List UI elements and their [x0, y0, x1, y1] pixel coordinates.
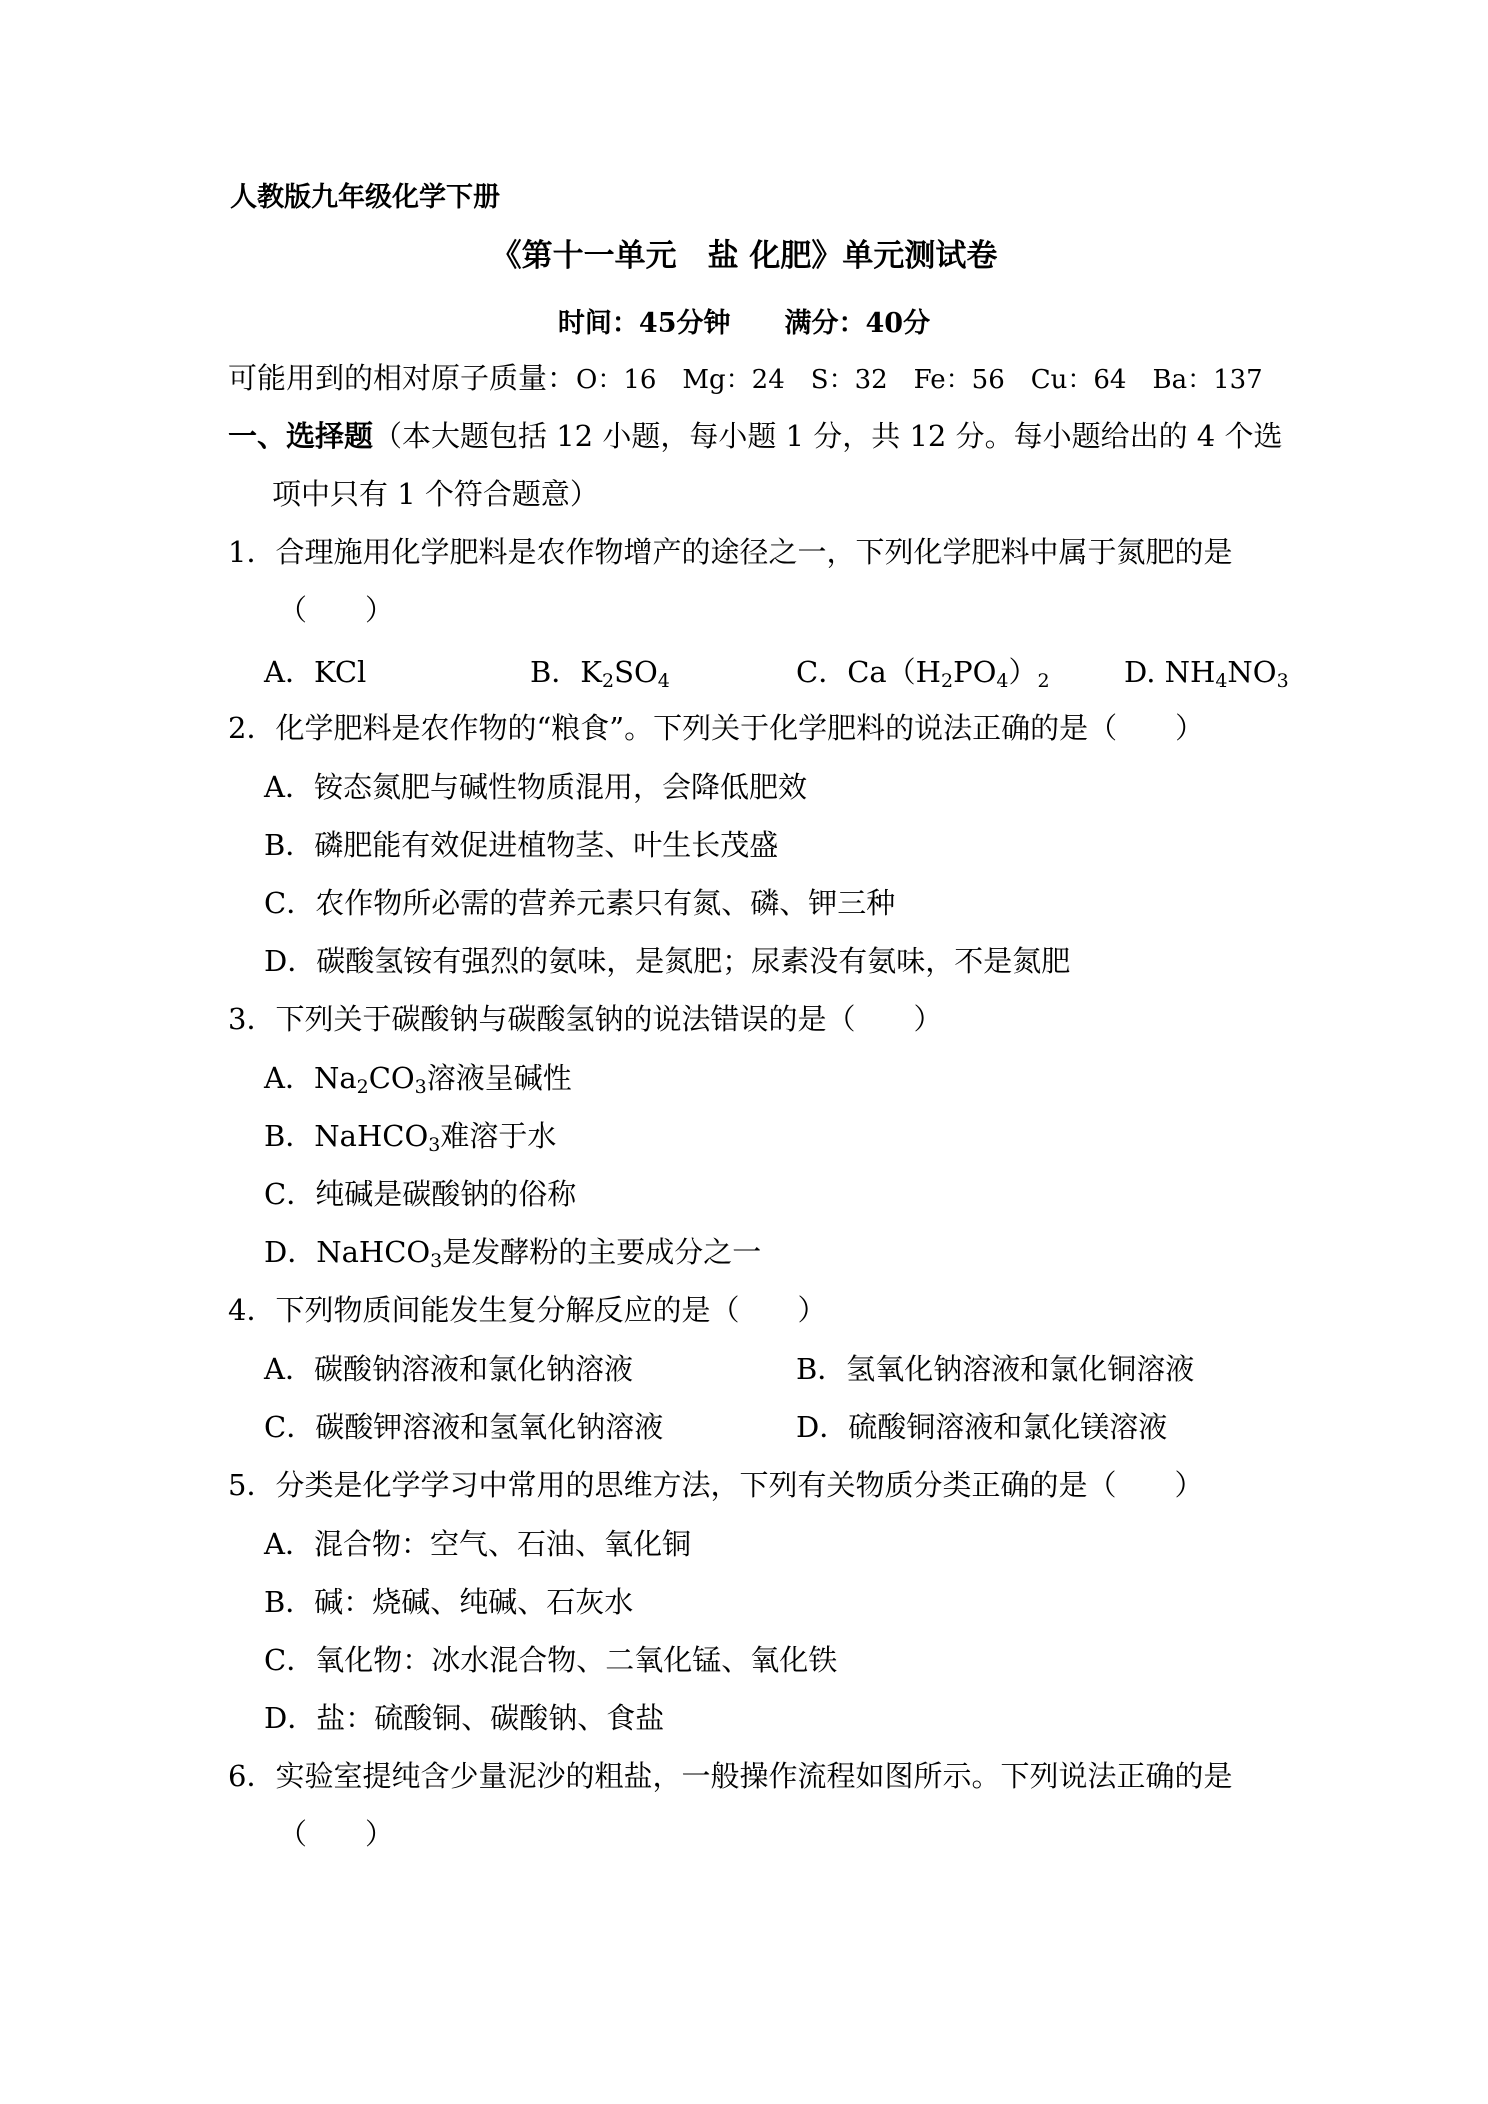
q5-option-a: A．混合物：空气、石油、氧化铜	[264, 1527, 691, 1561]
section-instructions: （本大题包括 12 小题，每小题 1 分，共 12 分。每小题给出的 4 个选	[373, 419, 1283, 453]
q1-option-d: D. $NH_4NO_3$	[1124, 655, 1289, 692]
q4-stem: 4．下列物质间能发生复分解反应的是（ ）	[228, 1293, 827, 1327]
q3-option-d: D．NaHCO$_3$是发酵粉的主要成分之一	[264, 1235, 762, 1272]
atomic-masses	[228, 358, 1263, 400]
q4-option-b: B．氢氧化钠溶液和氯化铜溶液	[796, 1352, 1195, 1386]
q1-option-a: A．KCl	[264, 655, 367, 689]
q1-stem: 1．合理施用化学肥料是农作物增产的途径之一，下列化学肥料中属于氮肥的是	[228, 535, 1233, 569]
q2-option-d: D．碳酸氢铵有强烈的氨味，是氮肥；尿素没有氨味，不是氮肥	[264, 944, 1071, 978]
q3-option-a: A．$Na_2CO_3$溶液呈碱性	[264, 1061, 572, 1098]
section-instructions-cont: 项中只有 1 个符合题意）	[272, 477, 599, 511]
q2-option-b: B．磷肥能有效促进植物茎、叶生长茂盛	[264, 828, 779, 862]
q3-stem: 3．下列关于碳酸钠与碳酸氢钠的说法错误的是（ ）	[228, 1002, 943, 1036]
atomic-masses-values: O：16 Mg：24 S：32 Fe：56 Cu：64 Ba：137	[576, 365, 1263, 395]
q2-option-c: C．农作物所必需的营养元素只有氮、磷、钾三种	[264, 886, 896, 920]
atomic-masses-label: 可能用到的相对原子质量：	[228, 361, 577, 395]
q5-option-b: B．碱：烧碱、纯碱、石灰水	[264, 1585, 634, 1619]
q6-stem-paren: （ ）	[278, 1817, 395, 1851]
q4-option-d: D．硫酸铜溶液和氯化镁溶液	[796, 1410, 1168, 1444]
page-title: 《第十一单元 盐 化肥》单元测试卷	[490, 238, 998, 274]
section-heading	[228, 416, 1282, 456]
q3-option-b: B．NaHCO$_3$难溶于水	[264, 1119, 557, 1156]
q2-stem: 2．化学肥料是农作物的“粮食”。下列关于化学肥料的说法正确的是（ ）	[228, 711, 1205, 745]
q1-stem-paren: （ ）	[278, 593, 395, 627]
q5-stem: 5．分类是化学学习中常用的思维方法，下列有关物质分类正确的是（ ）	[228, 1468, 1204, 1502]
q4-option-a: A．碳酸钠溶液和氯化钠溶液	[264, 1352, 633, 1386]
q1-option-b: B．$K_2SO_4$	[530, 655, 670, 692]
q5-option-d: D．盐：硫酸铜、碳酸钠、食盐	[264, 1701, 665, 1735]
section-title: 一、选择题	[228, 419, 374, 453]
time-info: 时间：45分钟 满分：40分	[557, 308, 931, 339]
q5-option-c: C．氧化物：冰水混合物、二氧化锰、氧化铁	[264, 1643, 838, 1677]
publisher-line: 人教版九年级化学下册	[230, 182, 500, 213]
q1-option-c: C．$Ca(H_2PO_4)_2$	[796, 655, 1050, 692]
q6-stem: 6．实验室提纯含少量泥沙的粗盐，一般操作流程如图所示。下列说法正确的是	[228, 1759, 1233, 1793]
q3-option-c: C．纯碱是碳酸钠的俗称	[264, 1177, 577, 1211]
q4-option-c: C．碳酸钾溶液和氢氧化钠溶液	[264, 1410, 664, 1444]
q2-option-a: A．铵态氮肥与碱性物质混用，会降低肥效	[264, 770, 807, 804]
